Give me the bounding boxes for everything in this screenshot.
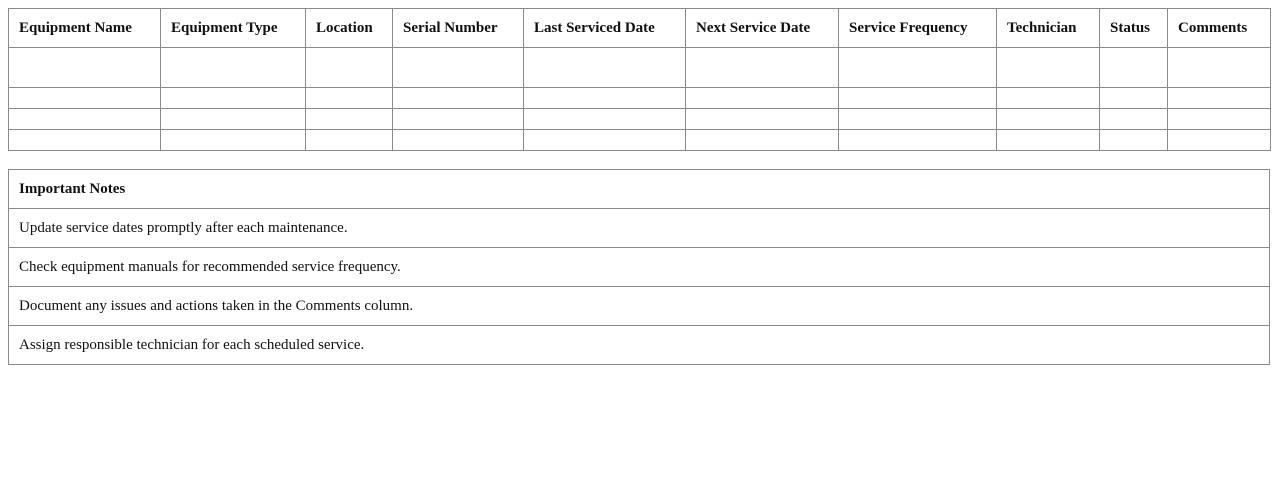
table-row xyxy=(9,88,1271,109)
table-cell[interactable] xyxy=(1100,130,1168,151)
table-cell[interactable] xyxy=(161,88,306,109)
table-row xyxy=(9,109,1271,130)
note-text: Check equipment manuals for recommended service frequency. xyxy=(9,248,1270,287)
table-cell[interactable] xyxy=(997,48,1100,88)
column-header-last-serviced-date: Last Serviced Date xyxy=(524,9,686,48)
column-header-status: Status xyxy=(1100,9,1168,48)
table-cell[interactable] xyxy=(839,88,997,109)
table-cell[interactable] xyxy=(306,130,393,151)
table-cell[interactable] xyxy=(524,48,686,88)
table-cell[interactable] xyxy=(1168,109,1271,130)
table-cell[interactable] xyxy=(1100,48,1168,88)
table-cell[interactable] xyxy=(839,109,997,130)
equipment-service-table xyxy=(8,8,1271,151)
table-cell[interactable] xyxy=(9,109,161,130)
page-content xyxy=(8,8,1270,365)
column-header-equipment-type: Equipment Type xyxy=(161,9,306,48)
table-cell[interactable] xyxy=(686,88,839,109)
table-cell[interactable] xyxy=(393,109,524,130)
table-cell[interactable] xyxy=(306,48,393,88)
table-cell[interactable] xyxy=(686,109,839,130)
table-cell[interactable] xyxy=(9,130,161,151)
note-text: Assign responsible technician for each scheduled service. xyxy=(9,326,1270,365)
column-header-technician: Technician xyxy=(997,9,1100,48)
note-row xyxy=(9,209,1270,248)
table-cell[interactable] xyxy=(839,48,997,88)
table-cell[interactable] xyxy=(997,130,1100,151)
column-header-equipment-name: Equipment Name xyxy=(9,9,161,48)
table-cell[interactable] xyxy=(524,130,686,151)
table-row xyxy=(9,130,1271,151)
column-header-next-service-date: Next Service Date xyxy=(686,9,839,48)
note-row xyxy=(9,287,1270,326)
table-cell[interactable] xyxy=(1168,88,1271,109)
table-cell[interactable] xyxy=(1100,88,1168,109)
column-header-service-frequency: Service Frequency xyxy=(839,9,997,48)
column-header-location: Location xyxy=(306,9,393,48)
table-cell[interactable] xyxy=(686,130,839,151)
table-cell[interactable] xyxy=(524,109,686,130)
table-cell[interactable] xyxy=(997,88,1100,109)
table-cell[interactable] xyxy=(393,130,524,151)
table-cell[interactable] xyxy=(393,48,524,88)
table-cell[interactable] xyxy=(9,48,161,88)
table-cell[interactable] xyxy=(306,88,393,109)
table-cell[interactable] xyxy=(524,88,686,109)
table-cell[interactable] xyxy=(997,109,1100,130)
table-cell[interactable] xyxy=(1168,48,1271,88)
table-header-row xyxy=(9,9,1271,48)
note-row xyxy=(9,326,1270,365)
note-text: Document any issues and actions taken in the Comments column. xyxy=(9,287,1270,326)
table-cell[interactable] xyxy=(161,130,306,151)
table-row xyxy=(9,48,1271,88)
table-cell[interactable] xyxy=(161,109,306,130)
column-header-serial-number: Serial Number xyxy=(393,9,524,48)
notes-header-row xyxy=(9,170,1270,209)
notes-title: Important Notes xyxy=(9,170,1270,209)
table-cell[interactable] xyxy=(161,48,306,88)
note-row xyxy=(9,248,1270,287)
table-cell[interactable] xyxy=(1100,109,1168,130)
table-cell[interactable] xyxy=(686,48,839,88)
table-cell[interactable] xyxy=(839,130,997,151)
table-cell[interactable] xyxy=(1168,130,1271,151)
note-text: Update service dates promptly after each maintenance. xyxy=(9,209,1270,248)
table-cell[interactable] xyxy=(393,88,524,109)
important-notes-table xyxy=(8,169,1270,365)
table-cell[interactable] xyxy=(9,88,161,109)
column-header-comments: Comments xyxy=(1168,9,1271,48)
table-cell[interactable] xyxy=(306,109,393,130)
